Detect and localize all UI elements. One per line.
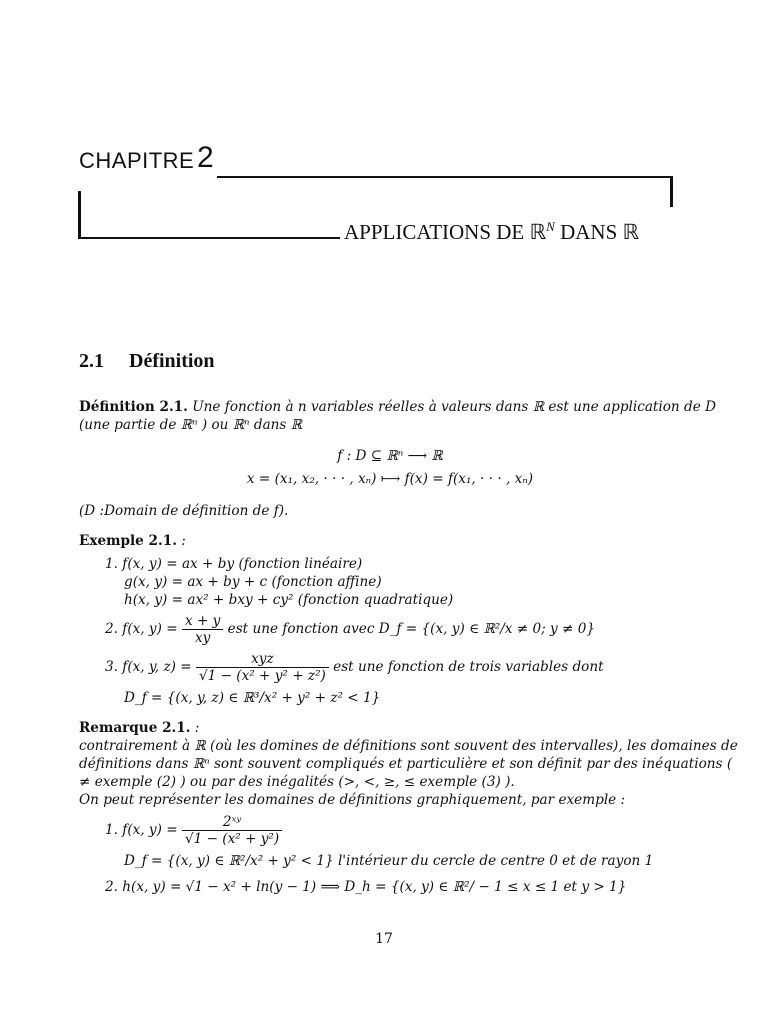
remark-label: Remarque 2.1. <box>79 720 191 736</box>
definition-line-1 <box>79 399 716 415</box>
definition-note: (D :Domain de définition de f). <box>79 503 289 519</box>
remark-heading <box>79 720 199 736</box>
example-item-3-fraction <box>196 651 329 684</box>
chapter-title-text: APPLICATIONS DE ℝ <box>344 220 547 244</box>
definition-text-1: Une fonction à n variables réelles à valeurs dans ℝ est une application de D <box>192 399 716 415</box>
remark-item-1-prefix: 1. f(x, y) = <box>105 822 182 838</box>
chapter-label: CHAPITRE <box>79 148 195 173</box>
example-item-3-prefix: 3. f(x, y, z) = <box>105 659 196 675</box>
chapter-title-end: DANS ℝ <box>554 220 640 244</box>
example-label: Exemple 2.1. <box>79 533 177 549</box>
remark-line-3: ≠ exemple (2) ) ou par des inégalités (>, <, ≥, ≤ exemple (3) ). <box>79 774 515 790</box>
chapter-number: 2 <box>197 141 214 174</box>
example-item-3-denominator: √1 − (x² + y² + z²) <box>196 667 329 684</box>
example-heading <box>79 533 186 549</box>
section-title <box>79 350 215 373</box>
example-item-2-denominator: xy <box>182 629 223 646</box>
example-item-3-suffix: est une fonction de trois variables dont <box>328 659 604 675</box>
definition-map-1: f : D ⊆ ℝⁿ ⟶ ℝ <box>337 448 443 464</box>
remark-suffix: : <box>190 720 200 736</box>
remark-item-1-numerator: 2ˣʸ <box>222 814 242 830</box>
example-item-3-numerator: xyz <box>251 651 274 667</box>
section-title-text: Définition <box>129 350 215 372</box>
section-number: 2.1 <box>79 350 104 372</box>
example-item-3b: D_f = {(x, y, z) ∈ ℝ³/x² + y² + z² < 1} <box>124 690 381 706</box>
example-item-1a: 1. f(x, y) = ax + by (fonction linéaire) <box>105 556 363 572</box>
remark-line-2: définitions dans ℝⁿ sont souvent compliqués et particulière et son définit par des inéquations ( <box>79 756 733 772</box>
remark-item-1 <box>105 814 282 847</box>
example-item-2-prefix: 2. f(x, y) = <box>105 621 182 637</box>
chapter-rule-bottom <box>78 237 340 239</box>
example-item-1b: g(x, y) = ax + by + c (fonction affine) <box>124 574 382 590</box>
remark-line-1: contrairement à ℝ (où les domines de définitions sont souvent des intervalles), les domaines de <box>79 738 738 754</box>
example-item-1c: h(x, y) = ax² + bxy + cy² (fonction quadratique) <box>124 592 454 608</box>
example-item-2 <box>105 613 595 646</box>
definition-map-2: x = (x₁, x₂, · · · , xₙ) ⟼ f(x) = f(x₁, · · · , xₙ) <box>246 471 534 487</box>
chapter-rule-right <box>670 176 673 207</box>
example-item-2-suffix: est une fonction avec D_f = {(x, y) ∈ ℝ²/x ≠ 0; y ≠ 0} <box>223 621 596 637</box>
definition-text-2: (une partie de ℝⁿ ) ou ℝⁿ dans ℝ <box>79 417 303 433</box>
remark-line-4: On peut représenter les domaines de définitions graphiquement, par exemple : <box>79 792 626 808</box>
chapter-rule-left <box>78 191 81 239</box>
page-number: 17 <box>375 931 393 947</box>
chapter-rule-top <box>217 176 670 178</box>
remark-item-2: 2. h(x, y) = √1 − x² + ln(y − 1) ⟹ D_h = {(x, y) ∈ ℝ²/ − 1 ≤ x ≤ 1 et y > 1} <box>105 879 627 895</box>
example-item-3 <box>105 651 604 684</box>
remark-item-1-fraction <box>182 814 282 847</box>
chapter-title-sup: N <box>546 219 555 234</box>
example-suffix: : <box>176 533 186 549</box>
chapter-title <box>344 219 639 245</box>
example-item-2-numerator: x + y <box>184 613 221 629</box>
definition-label: Définition 2.1. <box>79 399 188 415</box>
remark-item-1-denominator: √1 − (x² + y²) <box>182 830 282 847</box>
example-item-2-fraction <box>182 613 223 646</box>
remark-item-1b: D_f = {(x, y) ∈ ℝ²/x² + y² < 1} l'intérieur du cercle de centre 0 et de rayon 1 <box>124 853 654 869</box>
